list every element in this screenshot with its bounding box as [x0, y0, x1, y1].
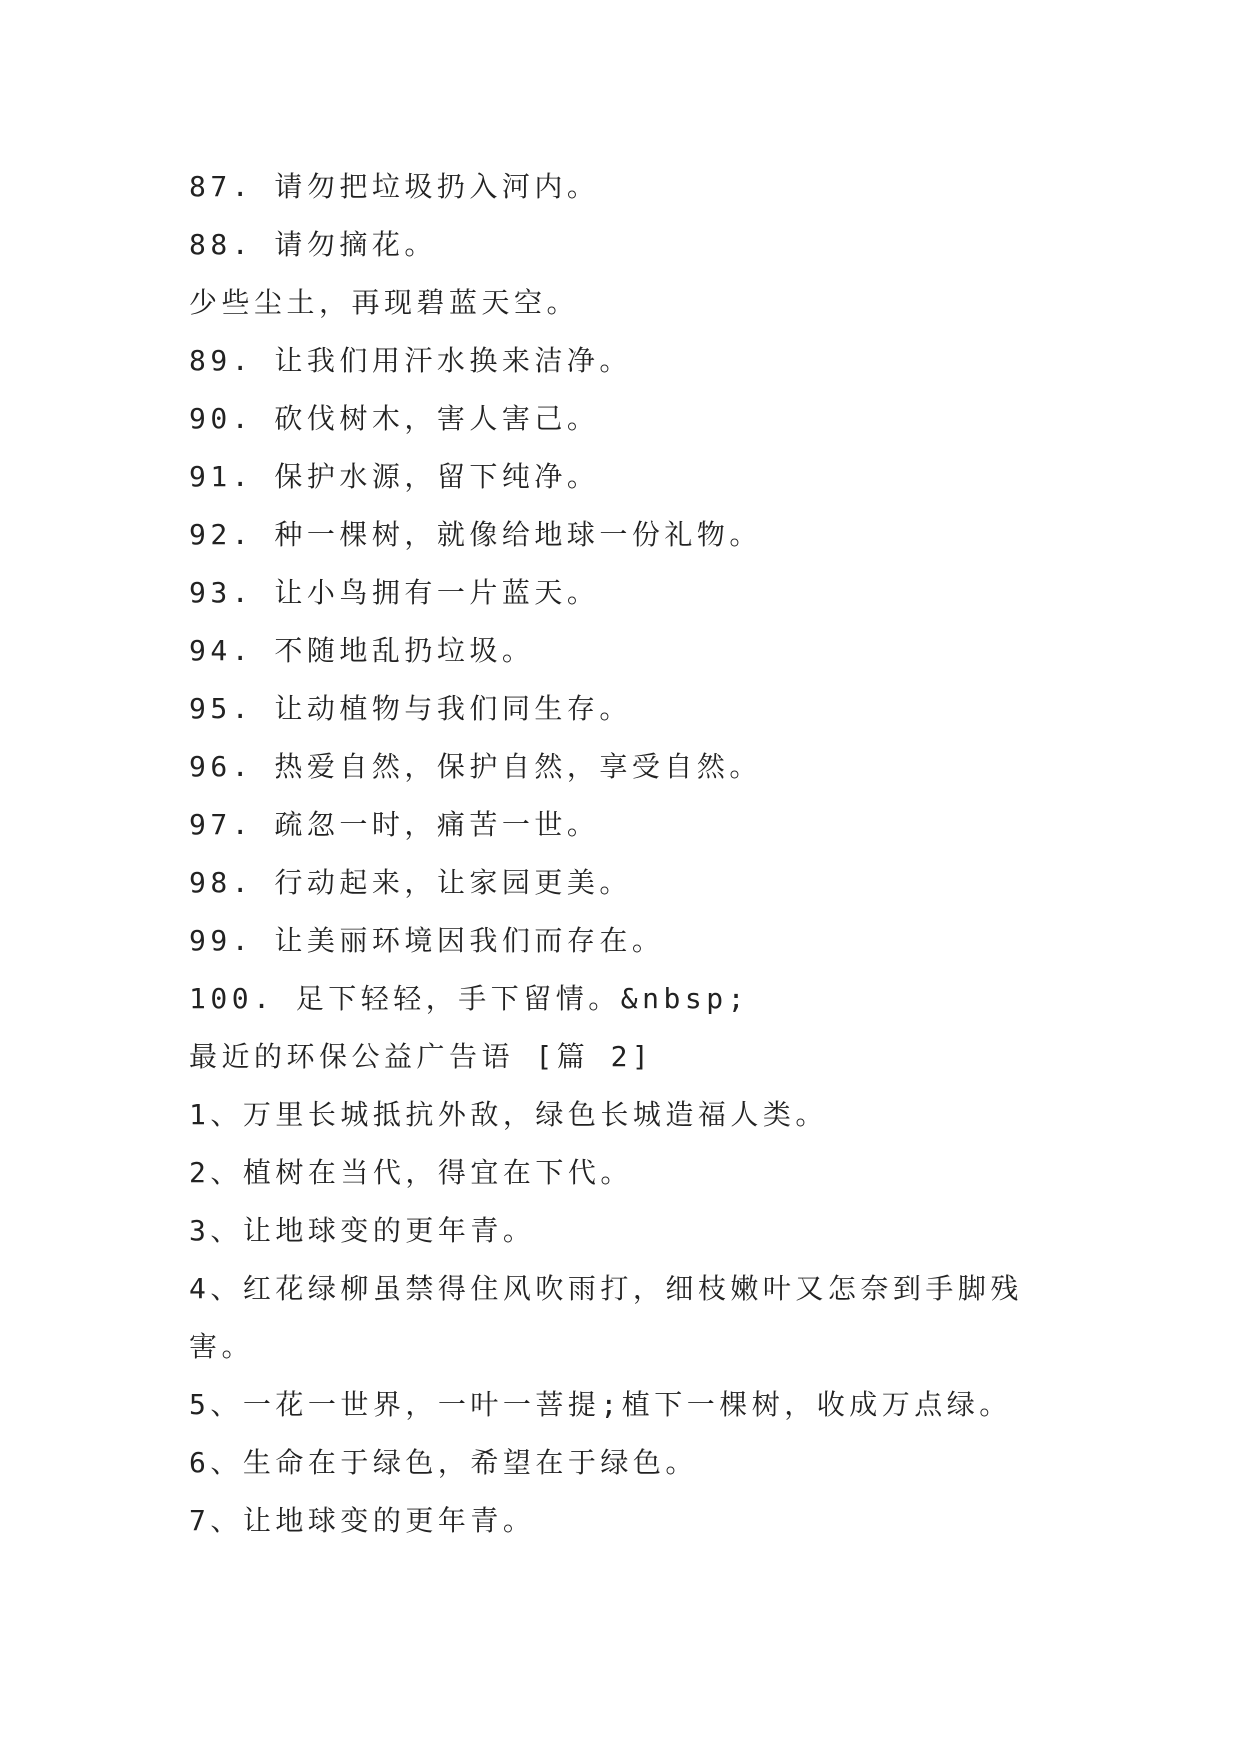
- text-line: 2、植树在当代，得宜在下代。: [189, 1156, 633, 1189]
- text-line: 87. 请勿把垃圾扔入河内。: [189, 170, 600, 203]
- text-line: 5、一花一世界，一叶一菩提;植下一棵树，收成万点绿。: [189, 1388, 1012, 1421]
- text-line: 91. 保护水源，留下纯净。: [189, 460, 600, 493]
- text-line: 3、让地球变的更年青。: [189, 1214, 536, 1247]
- text-line: 7、让地球变的更年青。: [189, 1504, 536, 1537]
- text-line: 少些尘土，再现碧蓝天空。: [189, 286, 580, 319]
- text-line: 88. 请勿摘花。: [189, 228, 437, 261]
- text-line: 100. 足下轻轻，手下留情。&nbsp;: [189, 982, 749, 1015]
- text-line: 95. 让动植物与我们同生存。: [189, 692, 632, 725]
- text-line: 94. 不随地乱扔垃圾。: [189, 634, 535, 667]
- text-line: 4、红花绿柳虽禁得住风吹雨打，细枝嫩叶又怎奈到手脚残: [189, 1272, 1023, 1305]
- text-line: 害。: [189, 1330, 255, 1363]
- text-line: 96. 热爱自然，保护自然，享受自然。: [189, 750, 762, 783]
- text-line: 1、万里长城抵抗外敌，绿色长城造福人类。: [189, 1098, 828, 1131]
- text-line: 90. 砍伐树木，害人害己。: [189, 402, 600, 435]
- section-heading: 最近的环保公益广告语 [篇 2]: [189, 1040, 654, 1073]
- text-line: 99. 让美丽环境因我们而存在。: [189, 924, 665, 957]
- document-body: [189, 158, 1069, 1550]
- text-line: 93. 让小鸟拥有一片蓝天。: [189, 576, 600, 609]
- text-line: 89. 让我们用汗水换来洁净。: [189, 344, 632, 377]
- text-line: 92. 种一棵树，就像给地球一份礼物。: [189, 518, 762, 551]
- text-line: 98. 行动起来，让家园更美。: [189, 866, 632, 899]
- text-line: 6、生命在于绿色，希望在于绿色。: [189, 1446, 698, 1479]
- text-line: 97. 疏忽一时，痛苦一世。: [189, 808, 600, 841]
